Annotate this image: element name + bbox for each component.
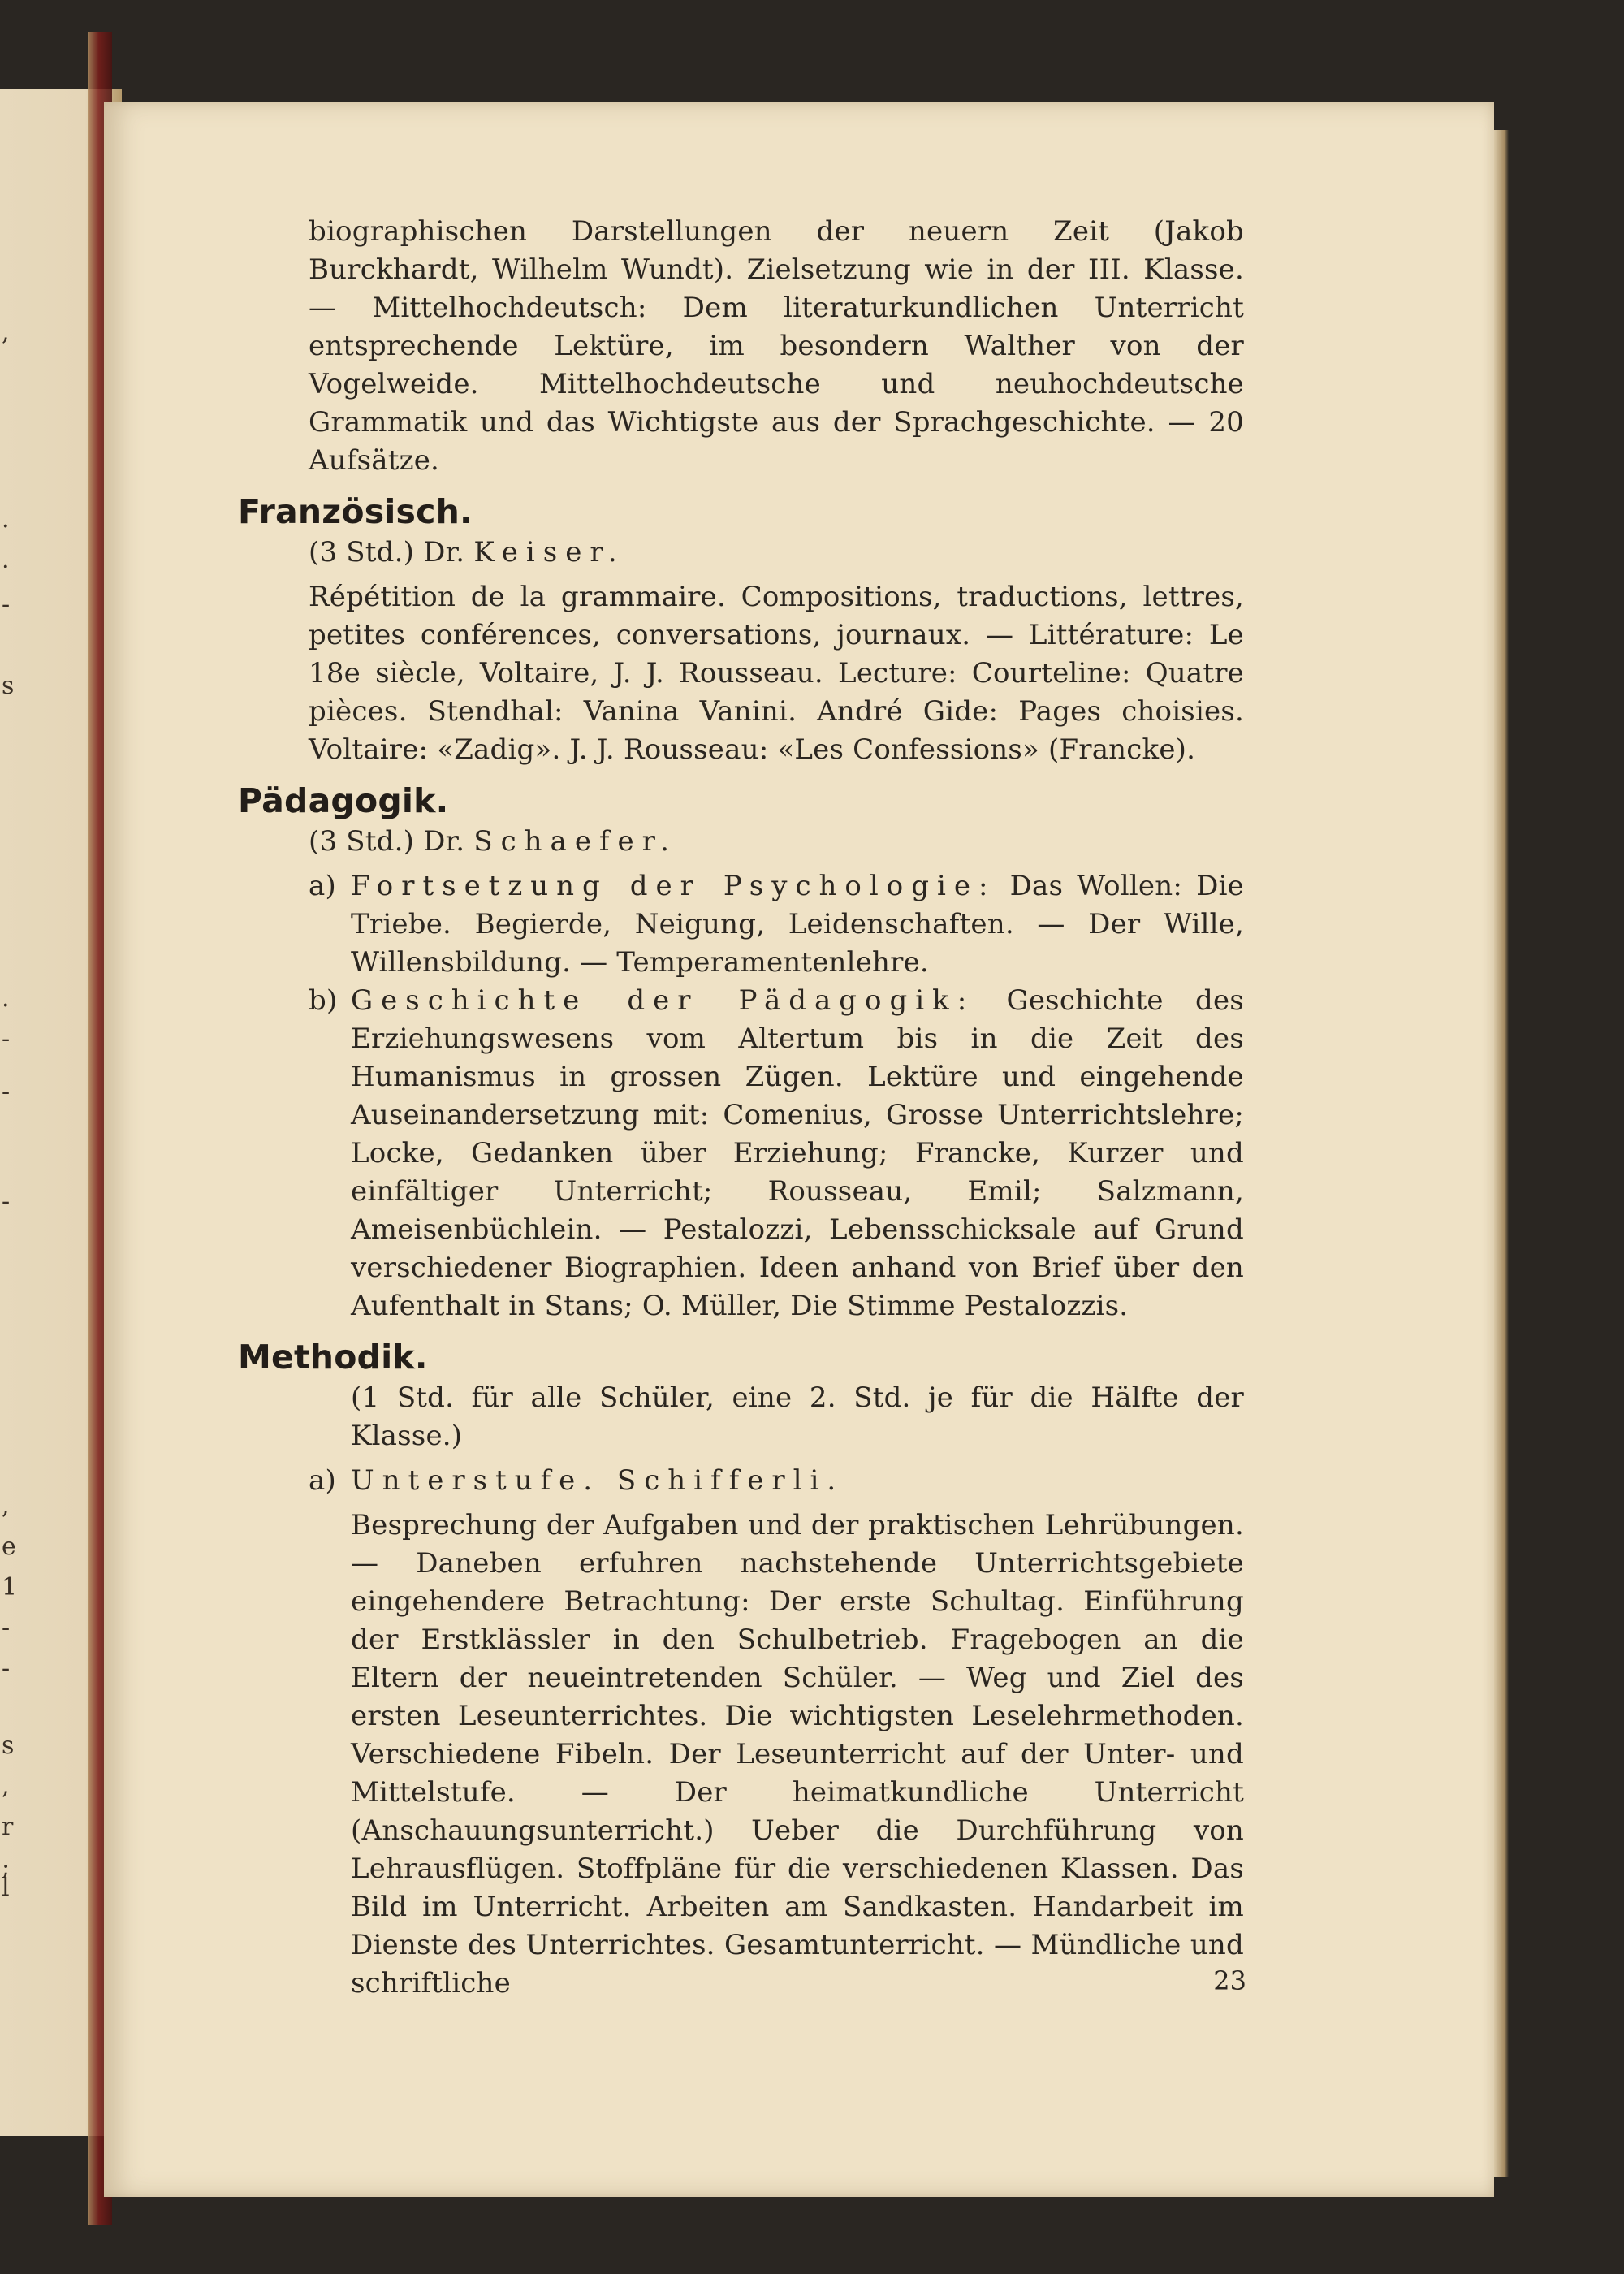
prev-page-fragment: - bbox=[2, 1614, 11, 1642]
prev-page-fragment: - bbox=[2, 1078, 11, 1106]
paedagogik-item-b bbox=[309, 982, 1244, 1325]
prev-page-fragment: - bbox=[2, 1025, 11, 1053]
methodik-hours bbox=[309, 1379, 1244, 1455]
methodik-item-a bbox=[309, 1462, 1244, 1500]
prev-page-fragment: l bbox=[2, 1874, 10, 1902]
prev-page-fragment: s bbox=[2, 672, 15, 700]
prev-page-fragment: s bbox=[2, 1731, 15, 1760]
prev-page-fragment: . bbox=[2, 984, 10, 1013]
prev-page-fragment: r bbox=[2, 1813, 14, 1841]
item-label: b) bbox=[309, 984, 338, 1017]
paedagogik-teacher: Schaefer. bbox=[473, 825, 677, 858]
item-text: Das Wollen: Die Triebe. Begierde, Neigung, Leidenschaften. — Der Wille, Willensbildung. — Temperamentenlehre. bbox=[351, 870, 1244, 979]
franzoesisch-body: Répétition de la grammaire. Compositions, traductions, lettres, petites conférences, conversations, journaux. — Littérature: Le 18e siècle, Voltaire, J. J. Rousseau. Lecture: Courteline: Quatre pièces. Stendhal: Vanina Vanini. André Gide: Pages choisies. Voltaire: «Zadig». J. J. Rousseau: «Les Confessions» (Francke). bbox=[309, 581, 1244, 766]
franzoesisch-hours-text: (3 Std.) Dr. bbox=[309, 536, 465, 568]
item-text: Geschichte des Erziehungswesens vom Altertum bis in die Zeit des Humanismus in grossen Zügen. Lektüre und eingehende Auseinandersetzung mit: Comenius, Grosse Unterrichtslehre; Locke, Gedanken über Erziehung; Francke, Kurzer und einfältiger Unterricht; Rousseau, Emil; Salzmann, Ameisenbüchlein. — Pestalozzi, Lebensschicksale auf Grund verschiedener Biographien. Ideen anhand von Brief über den Aufenthalt in Stans; O. Müller, Die Stimme Pestalozzis. bbox=[351, 984, 1244, 1322]
item-title: Geschichte der Pädagogik: bbox=[351, 984, 975, 1017]
prev-page-fragment: - bbox=[2, 590, 11, 619]
franzoesisch-teacher: Keiser. bbox=[473, 536, 625, 568]
methodik-hours-text: (1 Std. für alle Schüler, eine 2. Std. je für die Hälfte der Klasse.) bbox=[351, 1381, 1244, 1452]
item-label: a) bbox=[309, 870, 336, 902]
item-title: Fortsetzung der Psychologie: bbox=[351, 870, 996, 902]
franzoesisch-hours bbox=[309, 534, 1244, 572]
prev-page-fragment: - bbox=[2, 1654, 11, 1683]
prev-page-fragment: - bbox=[2, 1187, 11, 1216]
section-heading-methodik: Methodik. bbox=[238, 1338, 428, 1377]
page-content bbox=[238, 213, 1244, 2003]
section-heading-paedagogik: Pädagogik. bbox=[238, 781, 449, 820]
paedagogik-item-a bbox=[309, 867, 1244, 982]
paedagogik-hours-text: (3 Std.) Dr. bbox=[309, 825, 465, 858]
prev-page-fragment: . bbox=[2, 505, 10, 534]
top-paragraph: biographischen Darstellungen der neuern Zeit (Jakob Burckhardt, Wilhelm Wundt). Zielsetzung wie in der III. Klasse. — Mittelhochdeutsch: Dem literaturkundlichen Unterricht entsprechende Lektüre, im besondern Walther von der Vogelweide. Mittelhochdeutsche und neuhochdeutsche Grammatik und das Wichtigste aus der Sprachgeschichte. — 20 Aufsätze. bbox=[309, 215, 1244, 477]
prev-page-fragment: , bbox=[2, 1772, 10, 1801]
prev-page-fragment: , bbox=[2, 1492, 10, 1520]
section-heading-franzoesisch: Französisch. bbox=[238, 492, 473, 531]
item-title: Unterstufe. Schifferli. bbox=[351, 1464, 844, 1497]
prev-page-fragment: e bbox=[2, 1533, 16, 1561]
previous-page-text-fragments bbox=[0, 89, 19, 2136]
item-text: Besprechung der Aufgaben und der praktischen Lehrübungen. — Daneben erfuhren nachstehende Unterrichtsgebiete eingehendere Betrachtung: Der erste Schultag. Einführung der Erstklässler in den Schulbetrieb. Fragebogen an die Eltern der neueintretenden Schüler. — Weg und Ziel des ersten Leseunterrichtes. Die wichtigsten Leselehrmethoden. Verschiedene Fibeln. Der Leseunterricht auf der Unter- und Mittelstufe. — Der heimatkundliche Unterricht (Anschauungsunterricht.) Ueber die Durchführung von Lehrausflügen. Stoffpläne für die verschiedenen Klassen. Das Bild im Unterricht. Arbeiten am Sandkasten. Handarbeit im Dienste des Unterrichtes. Gesamtunterricht. — Mündliche und schriftliche bbox=[351, 1509, 1244, 1999]
prev-page-fragment: ; bbox=[2, 1853, 11, 1882]
page-right-edge bbox=[1494, 130, 1509, 2177]
prev-page-fragment: , bbox=[2, 318, 10, 347]
paedagogik-hours bbox=[309, 823, 1244, 861]
item-label: a) bbox=[309, 1464, 336, 1497]
page-number: 23 bbox=[1213, 1965, 1246, 1996]
prev-page-fragment: . bbox=[2, 546, 10, 574]
methodik-item-a-body bbox=[309, 1507, 1244, 2003]
prev-page-fragment: 1 bbox=[2, 1573, 18, 1602]
